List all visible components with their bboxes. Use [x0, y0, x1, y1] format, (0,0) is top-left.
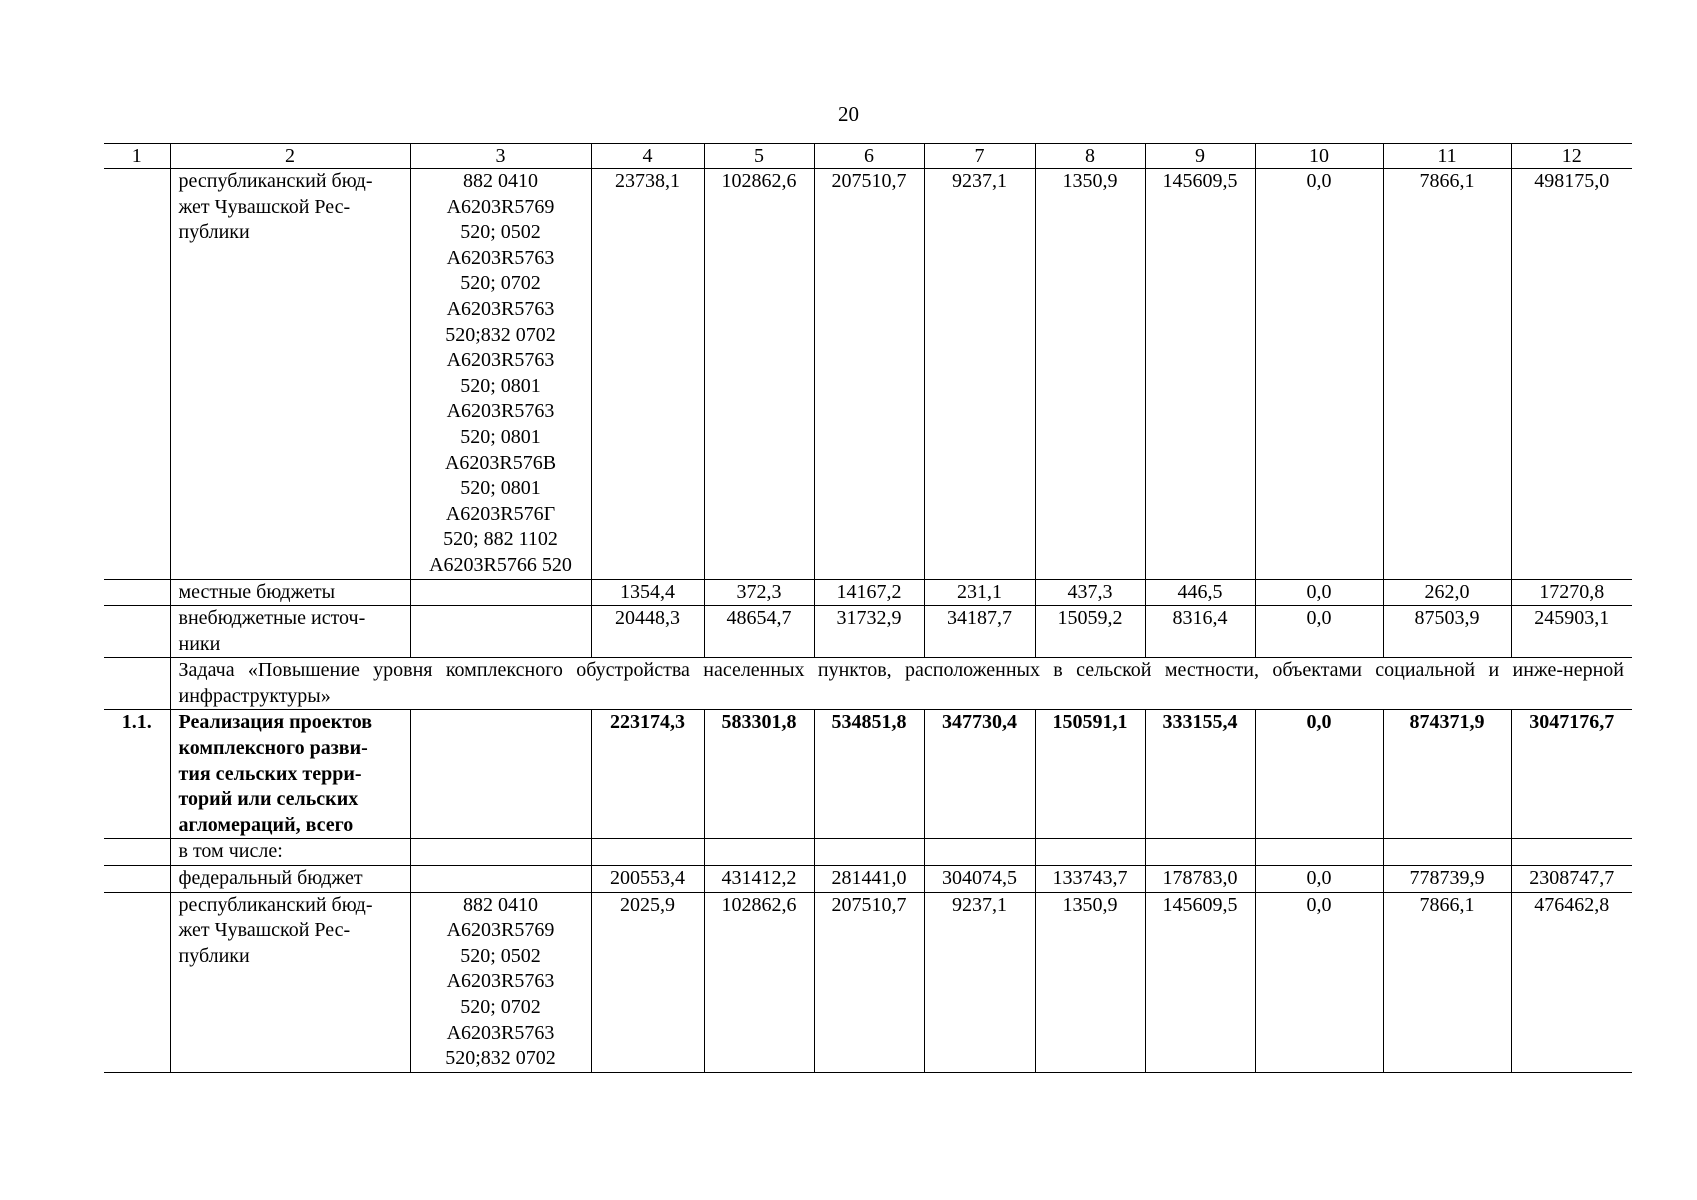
row-number	[104, 866, 170, 893]
value-cell: 498175,0	[1511, 169, 1632, 580]
budget-code: 882 0410 A6203R5769 520; 0502 A6203R5763 520; 0702 A6203R5763 520;832 0702 A6203R5763 520; 0801 A6203R5763 520; 0801 A6203R576B 520; 0801 A6203R576Г 520; 882 1102 A6203R5766 520	[410, 169, 591, 580]
value-cell	[591, 839, 704, 866]
value-cell: 207510,7	[814, 892, 924, 1072]
value-cell	[1255, 839, 1383, 866]
value-cell: 245903,1	[1511, 606, 1632, 658]
value-cell: 200553,4	[591, 866, 704, 893]
value-cell	[814, 839, 924, 866]
value-cell: 3047176,7	[1511, 710, 1632, 839]
row-number	[104, 839, 170, 866]
value-cell	[1383, 839, 1511, 866]
value-cell: 20448,3	[591, 606, 704, 658]
table-row	[104, 866, 1632, 893]
value-cell: 2025,9	[591, 892, 704, 1072]
value-cell: 0,0	[1255, 892, 1383, 1072]
value-cell: 347730,4	[924, 710, 1035, 839]
budget-code	[410, 606, 591, 658]
value-cell: 534851,8	[814, 710, 924, 839]
budget-code	[410, 710, 591, 839]
header-cell: 4	[591, 144, 704, 169]
value-cell: 333155,4	[1145, 710, 1255, 839]
value-cell: 0,0	[1255, 579, 1383, 606]
value-cell	[704, 839, 814, 866]
row-label: местные бюджеты	[170, 579, 410, 606]
row-number	[104, 579, 170, 606]
value-cell: 231,1	[924, 579, 1035, 606]
row-label: республиканский бюд- жет Чувашской Рес- публики	[170, 169, 410, 580]
section-total-row	[104, 710, 1632, 839]
value-cell: 874371,9	[1383, 710, 1511, 839]
value-cell: 15059,2	[1035, 606, 1145, 658]
value-cell: 2308747,7	[1511, 866, 1632, 893]
header-cell: 2	[170, 144, 410, 169]
value-cell: 778739,9	[1383, 866, 1511, 893]
value-cell: 431412,2	[704, 866, 814, 893]
value-cell: 9237,1	[924, 169, 1035, 580]
value-cell: 34187,7	[924, 606, 1035, 658]
value-cell: 583301,8	[704, 710, 814, 839]
value-cell: 48654,7	[704, 606, 814, 658]
row-label: федеральный бюджет	[170, 866, 410, 893]
value-cell: 0,0	[1255, 169, 1383, 580]
value-cell	[1145, 839, 1255, 866]
value-cell: 304074,5	[924, 866, 1035, 893]
value-cell: 281441,0	[814, 866, 924, 893]
value-cell: 23738,1	[591, 169, 704, 580]
value-cell: 14167,2	[814, 579, 924, 606]
value-cell: 207510,7	[814, 169, 924, 580]
value-cell: 437,3	[1035, 579, 1145, 606]
row-number	[104, 606, 170, 658]
header-cell: 1	[104, 144, 170, 169]
value-cell: 476462,8	[1511, 892, 1632, 1072]
row-number	[104, 892, 170, 1072]
value-cell: 1354,4	[591, 579, 704, 606]
value-cell: 145609,5	[1145, 892, 1255, 1072]
header-cell: 11	[1383, 144, 1511, 169]
budget-code	[410, 839, 591, 866]
value-cell: 102862,6	[704, 169, 814, 580]
task-number-cell	[104, 658, 170, 710]
page-number: 20	[838, 102, 859, 126]
row-label: республиканский бюд- жет Чувашской Рес- публики	[170, 892, 410, 1072]
budget-table	[104, 143, 1632, 1073]
header-cell: 8	[1035, 144, 1145, 169]
budget-code: 882 0410 A6203R5769 520; 0502 A6203R5763 520; 0702 A6203R5763 520;832 0702	[410, 892, 591, 1072]
value-cell: 0,0	[1255, 710, 1383, 839]
task-row	[104, 658, 1632, 710]
value-cell: 145609,5	[1145, 169, 1255, 580]
header-cell: 3	[410, 144, 591, 169]
budget-code	[410, 866, 591, 893]
header-cell: 10	[1255, 144, 1383, 169]
budget-code	[410, 579, 591, 606]
table-row	[104, 606, 1632, 658]
value-cell: 17270,8	[1511, 579, 1632, 606]
value-cell: 31732,9	[814, 606, 924, 658]
header-cell: 9	[1145, 144, 1255, 169]
value-cell: 9237,1	[924, 892, 1035, 1072]
value-cell	[1035, 839, 1145, 866]
value-cell: 372,3	[704, 579, 814, 606]
value-cell: 150591,1	[1035, 710, 1145, 839]
table-row	[104, 892, 1632, 1072]
value-cell: 133743,7	[1035, 866, 1145, 893]
header-cell: 6	[814, 144, 924, 169]
row-number	[104, 169, 170, 580]
value-cell: 7866,1	[1383, 892, 1511, 1072]
header-cell: 7	[924, 144, 1035, 169]
section-number: 1.1.	[104, 710, 170, 839]
including-label: в том числе:	[170, 839, 410, 866]
value-cell: 1350,9	[1035, 892, 1145, 1072]
table-row	[104, 579, 1632, 606]
value-cell: 223174,3	[591, 710, 704, 839]
value-cell: 8316,4	[1145, 606, 1255, 658]
value-cell: 102862,6	[704, 892, 814, 1072]
header-cell: 5	[704, 144, 814, 169]
value-cell	[924, 839, 1035, 866]
including-row	[104, 839, 1632, 866]
value-cell: 7866,1	[1383, 169, 1511, 580]
header-row	[104, 144, 1632, 169]
table-row	[104, 169, 1632, 580]
value-cell: 178783,0	[1145, 866, 1255, 893]
value-cell	[1511, 839, 1632, 866]
value-cell: 0,0	[1255, 606, 1383, 658]
value-cell: 0,0	[1255, 866, 1383, 893]
value-cell: 1350,9	[1035, 169, 1145, 580]
value-cell: 262,0	[1383, 579, 1511, 606]
row-label: внебюджетные источ- ники	[170, 606, 410, 658]
task-text: Задача «Повышение уровня комплексного обустройства населенных пунктов, расположенных в сельской местности, объектами социальной и инже-нерной инфраструктуры»	[170, 658, 1632, 710]
value-cell: 87503,9	[1383, 606, 1511, 658]
header-cell: 12	[1511, 144, 1632, 169]
value-cell: 446,5	[1145, 579, 1255, 606]
section-title: Реализация проектов комплексного разви- тия сельских терри- торий или сельских агломераций, всего	[170, 710, 410, 839]
